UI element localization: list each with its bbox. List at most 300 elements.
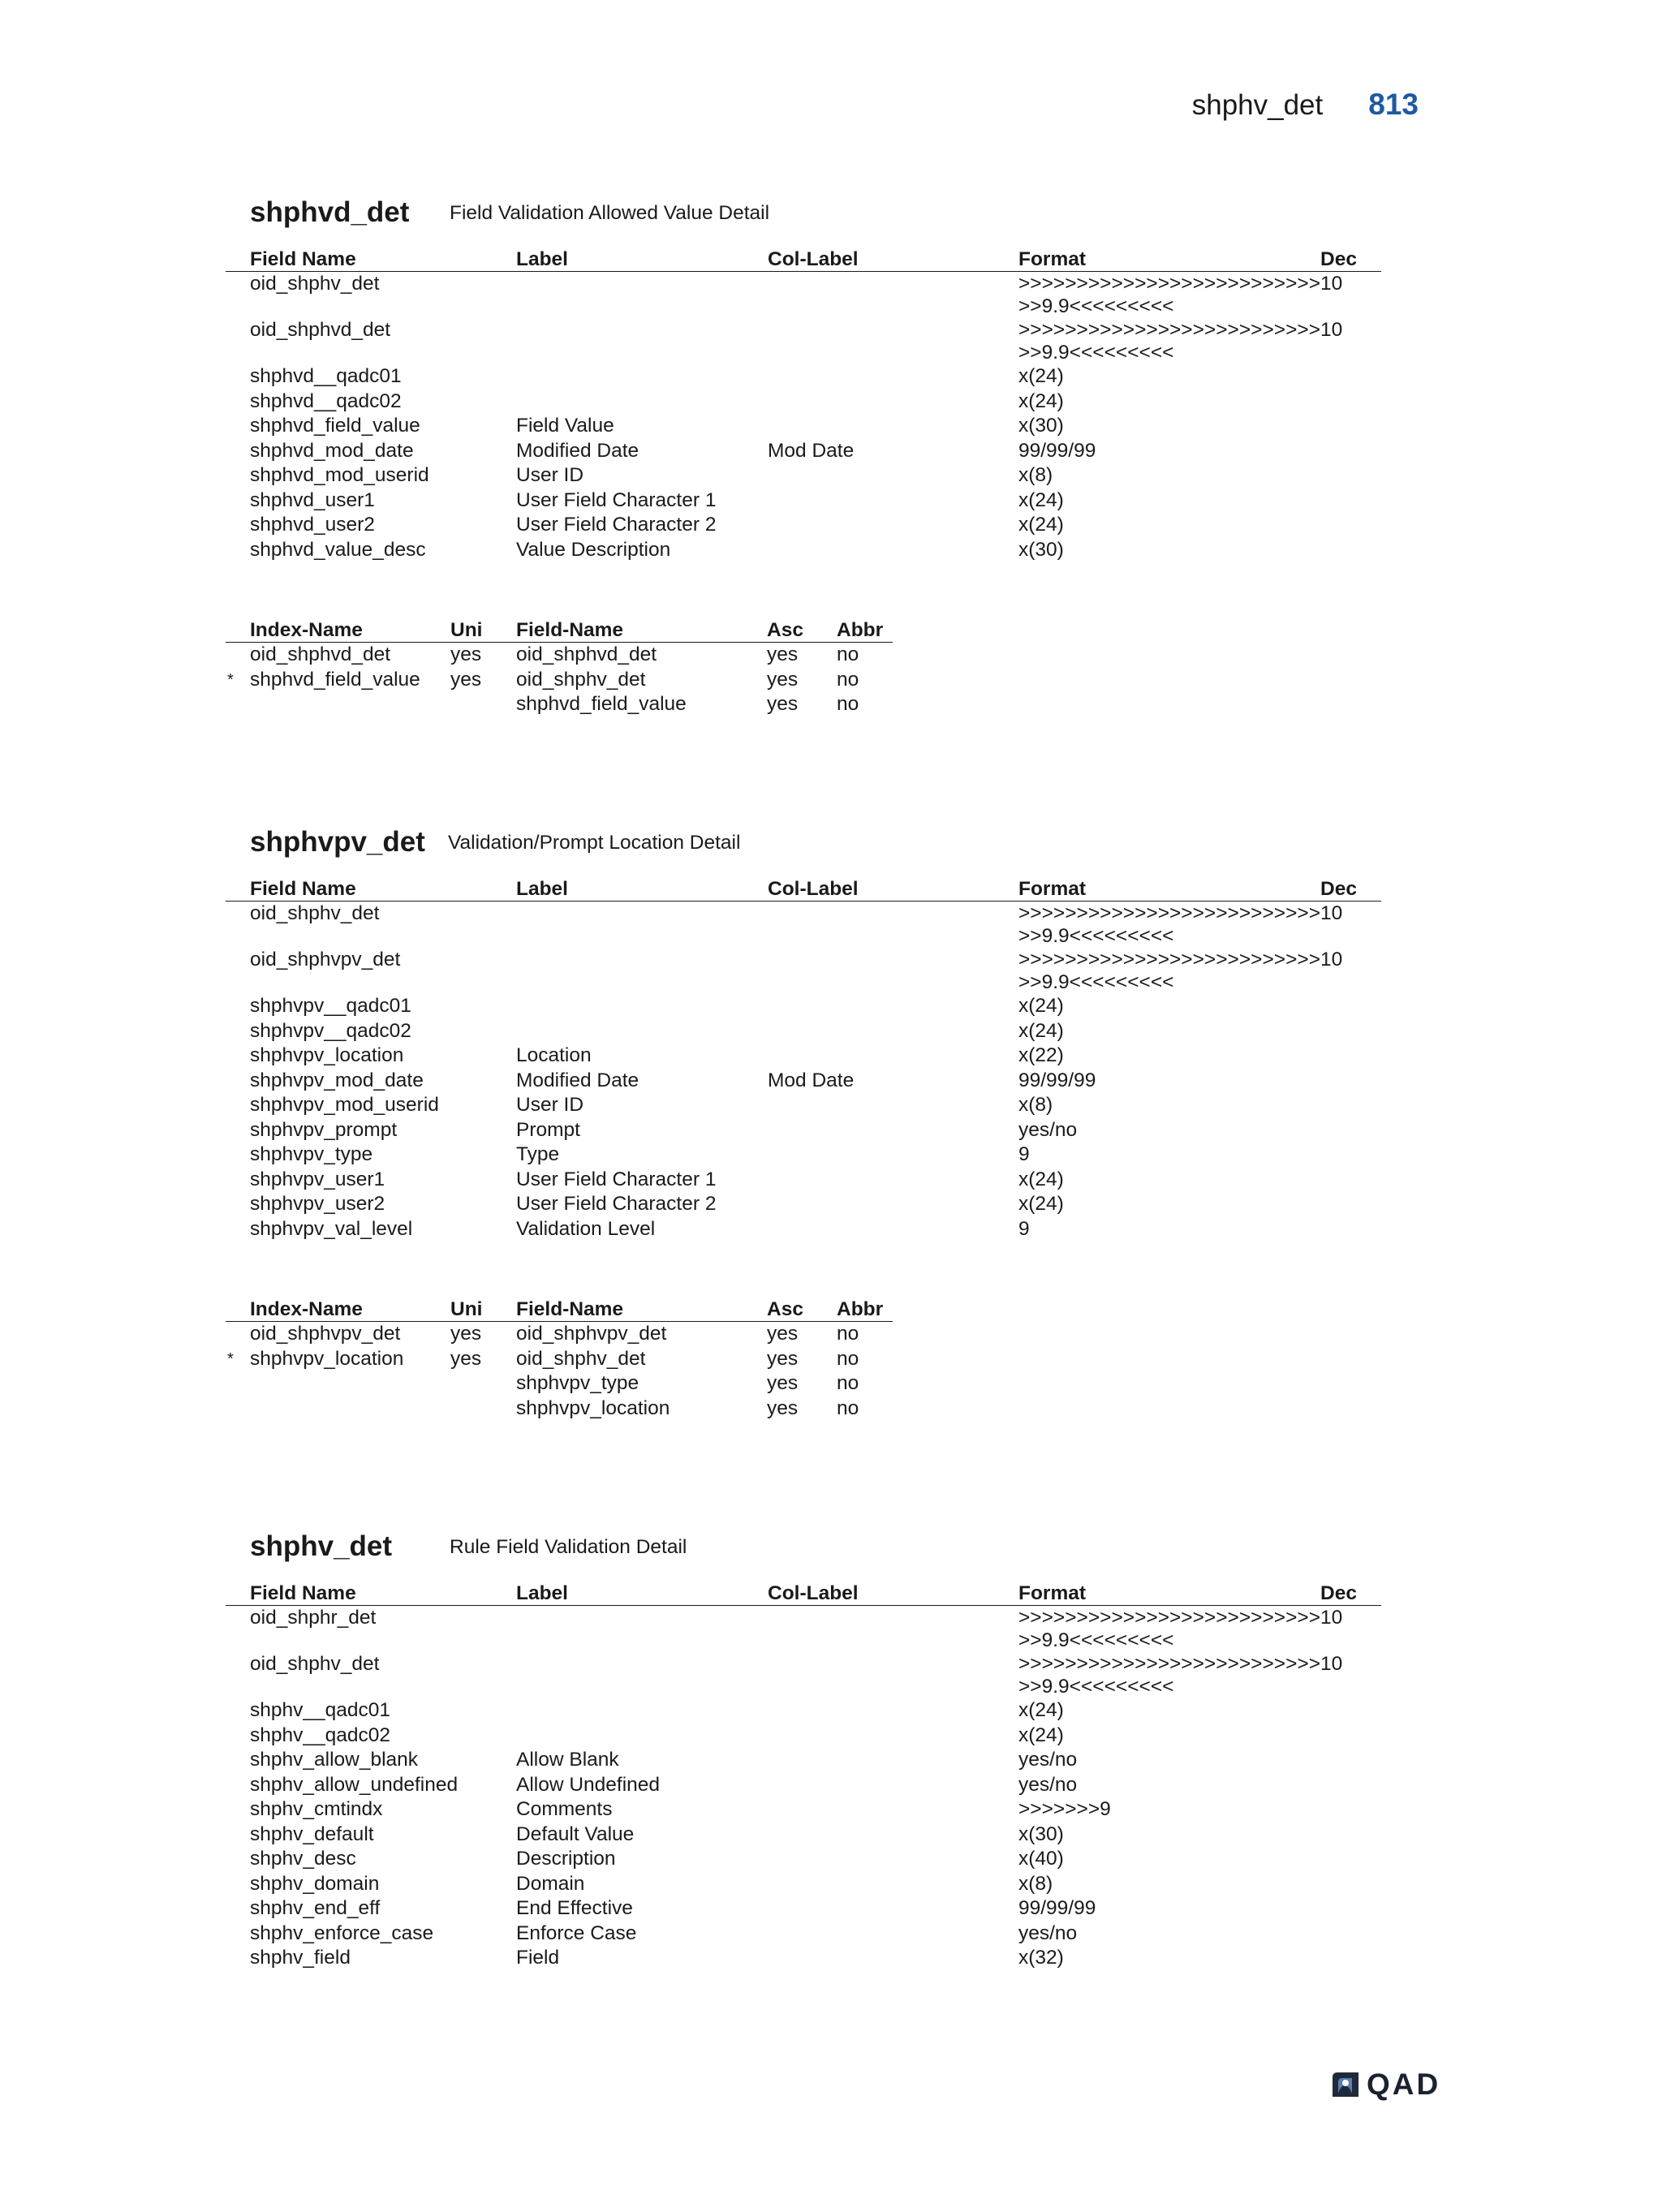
label-cell: Type: [516, 1143, 560, 1165]
row-spacer: [226, 1044, 250, 1069]
table-row: [226, 1946, 1381, 1971]
asc-cell: yes: [767, 643, 799, 665]
index-name-cell: [250, 1396, 450, 1422]
label-cell: Validation Level: [516, 1217, 656, 1240]
index-field-name-header: Field-Name: [516, 616, 767, 643]
table-name: shphvpv_det: [250, 826, 425, 858]
field-name-cell: shphvpv_location: [250, 1044, 404, 1066]
label-cell: Enforce Case: [516, 1922, 637, 1944]
row-spacer: [226, 902, 250, 949]
index-field-name-header: Field-Name: [516, 1295, 767, 1322]
header-spacer: [226, 1579, 250, 1606]
col-label-cell: [768, 272, 1018, 319]
label-cell: User ID: [516, 464, 584, 486]
col-label-cell: [768, 1044, 1018, 1069]
index-name-cell: oid_shphvpv_det: [250, 1323, 401, 1345]
abbr-cell: no: [837, 1396, 859, 1419]
index-name-header: Index-Name: [250, 616, 450, 643]
col-label-cell: [768, 1946, 1018, 1971]
format-cell: x(24): [1018, 1724, 1064, 1746]
format-cell: x(24): [1018, 365, 1064, 387]
col-label-cell: [768, 948, 1018, 994]
uni-header: Uni: [450, 616, 516, 643]
index-row: [226, 692, 893, 717]
dec-cell: [1320, 994, 1381, 1019]
table-description: Validation/Prompt Location Detail: [448, 832, 741, 854]
label-cell: Modified Date: [516, 1069, 639, 1091]
label-cell: Field: [516, 1947, 560, 1969]
dec-header: Dec: [1320, 875, 1381, 902]
format-cell: x(24): [1018, 995, 1064, 1017]
format-cell: >>>>>>>>>>>>>>>>>>>>>>>>>>>>9.9<<<<<<<<<: [1018, 949, 1320, 993]
row-spacer: [226, 364, 250, 389]
dec-cell: [1320, 1724, 1381, 1749]
col-label-cell: [768, 1823, 1018, 1848]
format-cell: x(8): [1018, 1094, 1053, 1116]
label-cell: Allow Blank: [516, 1749, 619, 1771]
dec-cell: 10: [1320, 1653, 1343, 1675]
format-cell: x(24): [1018, 1019, 1064, 1042]
col-label-cell: [768, 1019, 1018, 1044]
label-cell: [516, 1606, 768, 1653]
row-spacer: [226, 1872, 250, 1897]
format-cell: 9: [1018, 1217, 1030, 1240]
table-row: [226, 1093, 1381, 1118]
table-row: [226, 1896, 1381, 1922]
col-label-cell: [768, 463, 1018, 488]
dec-cell: [1320, 1217, 1381, 1242]
col-label-cell: [768, 1847, 1018, 1872]
col-label-cell: [768, 1652, 1018, 1698]
dec-cell: [1320, 1922, 1381, 1947]
row-spacer: [226, 414, 250, 439]
uni-cell: yes: [450, 1323, 482, 1345]
col-label-cell: [768, 1724, 1018, 1749]
table-row: [226, 389, 1381, 415]
col-label-cell: [768, 902, 1018, 949]
label-cell: Comments: [516, 1798, 613, 1820]
format-cell: yes/no: [1018, 1773, 1078, 1796]
header-spacer: [226, 1295, 250, 1322]
table-row: [226, 1192, 1381, 1217]
index-field-cell: shphvpv_location: [516, 1396, 670, 1419]
field-name-cell: shphvpv_mod_userid: [250, 1094, 439, 1116]
dec-cell: [1320, 1143, 1381, 1168]
format-cell: >>>>>>>>>>>>>>>>>>>>>>>>>>>>9.9<<<<<<<<<: [1018, 273, 1320, 317]
format-cell: >>>>>>>>>>>>>>>>>>>>>>>>>>>>9.9<<<<<<<<<: [1018, 902, 1320, 947]
label-cell: User Field Character 2: [516, 1193, 717, 1215]
label-cell: [516, 318, 768, 364]
label-cell: [516, 1724, 768, 1749]
field-name-cell: shphv_allow_undefined: [250, 1773, 459, 1796]
dec-cell: [1320, 1168, 1381, 1193]
col-label-cell: [768, 1773, 1018, 1798]
field-name-cell: shphvpv_mod_date: [250, 1069, 424, 1091]
asc-cell: yes: [767, 1372, 799, 1394]
dec-cell: [1320, 1797, 1381, 1823]
col-label-cell: [768, 1698, 1018, 1724]
field-header-row: [226, 245, 1381, 272]
header-spacer: [226, 875, 250, 902]
index-name-cell: oid_shphvd_det: [250, 643, 391, 665]
format-cell: x(24): [1018, 1168, 1064, 1190]
dec-cell: [1320, 414, 1381, 439]
dec-cell: [1320, 1823, 1381, 1848]
table-row: [226, 414, 1381, 439]
row-spacer: [226, 1797, 250, 1823]
format-cell: x(8): [1018, 464, 1053, 486]
table-row: [226, 1652, 1381, 1698]
label-cell: [516, 389, 768, 415]
index-row: [226, 1396, 893, 1422]
table-section: [226, 818, 1381, 1421]
field-name-cell: shphvpv__qadc01: [250, 995, 411, 1017]
field-name-cell: oid_shphvpv_det: [250, 949, 401, 970]
col-label-cell: [768, 1896, 1018, 1922]
label-cell: [516, 948, 768, 994]
index-name-cell: shphvpv_location: [250, 1347, 404, 1370]
field-name-cell: shphv_field: [250, 1947, 351, 1969]
label-header: Label: [516, 1579, 768, 1606]
dec-cell: [1320, 538, 1381, 563]
field-name-cell: shphv__qadc01: [250, 1699, 391, 1721]
label-cell: Modified Date: [516, 439, 639, 462]
row-spacer: [226, 1823, 250, 1848]
field-name-cell: shphvpv_type: [250, 1143, 373, 1165]
dec-cell: [1320, 1019, 1381, 1044]
row-spacer: [226, 948, 250, 994]
table-row: [226, 1922, 1381, 1947]
dec-cell: [1320, 389, 1381, 415]
col-label-cell: [768, 1217, 1018, 1242]
table-heading: [226, 1522, 1381, 1563]
label-cell: [516, 364, 768, 389]
qad-logo-text: QAD: [1367, 2068, 1441, 2101]
primary-index-marker: [226, 1322, 250, 1347]
dec-cell: 10: [1320, 1607, 1343, 1629]
dec-cell: [1320, 439, 1381, 464]
format-cell: x(30): [1018, 1823, 1064, 1845]
table-row: [226, 1118, 1381, 1143]
uni-cell: [450, 1371, 516, 1396]
label-cell: Allow Undefined: [516, 1773, 661, 1796]
index-header-row: [226, 1295, 893, 1322]
format-cell: >>>>>>>>>>>>>>>>>>>>>>>>>>>>9.9<<<<<<<<<: [1018, 1653, 1320, 1698]
table-name: shphv_det: [250, 1530, 393, 1562]
format-cell: x(32): [1018, 1947, 1064, 1969]
field-name-cell: shphvpv_prompt: [250, 1118, 398, 1141]
index-name-header: Index-Name: [250, 1295, 450, 1322]
col-label-cell: [768, 488, 1018, 514]
table-row: [226, 1019, 1381, 1044]
asc-cell: yes: [767, 668, 799, 691]
row-spacer: [226, 318, 250, 364]
table-row: [226, 1773, 1381, 1798]
dec-header: Dec: [1320, 1579, 1381, 1606]
dec-cell: 10: [1320, 319, 1343, 341]
row-spacer: [226, 538, 250, 563]
asc-cell: yes: [767, 1323, 799, 1345]
abbr-header: Abbr: [837, 1295, 893, 1322]
field-name-header: Field Name: [250, 245, 516, 272]
format-cell: x(40): [1018, 1848, 1064, 1870]
col-label-cell: [768, 1168, 1018, 1193]
table-heading: [226, 818, 1381, 859]
index-row: [226, 643, 893, 668]
format-cell: >>>>>>>>>>>>>>>>>>>>>>>>>>>>9.9<<<<<<<<<: [1018, 1607, 1320, 1651]
uni-cell: yes: [450, 668, 482, 691]
dec-cell: [1320, 364, 1381, 389]
dec-cell: [1320, 1847, 1381, 1872]
index-table: [226, 1295, 893, 1421]
table-row: [226, 1724, 1381, 1749]
label-header: Label: [516, 245, 768, 272]
format-cell: 99/99/99: [1018, 1897, 1096, 1919]
index-name-cell: shphvd_field_value: [250, 668, 420, 691]
col-label-header: Col-Label: [768, 875, 1018, 902]
abbr-cell: no: [837, 1372, 859, 1394]
field-name-cell: shphvd_field_value: [250, 415, 420, 437]
field-name-cell: shphvd_value_desc: [250, 538, 426, 561]
label-cell: [516, 272, 768, 319]
format-header: Format: [1018, 245, 1320, 272]
dec-cell: [1320, 1773, 1381, 1798]
index-row: [226, 1371, 893, 1396]
format-cell: >>>>>>>>>>>>>>>>>>>>>>>>>>>>9.9<<<<<<<<<: [1018, 319, 1320, 364]
table-description: Field Validation Allowed Value Detail: [450, 202, 770, 224]
label-cell: Domain: [516, 1872, 585, 1895]
row-spacer: [226, 1192, 250, 1217]
table-name: shphvd_det: [250, 196, 410, 228]
abbr-header: Abbr: [837, 616, 893, 643]
field-name-cell: shphvd_mod_userid: [250, 464, 429, 486]
dec-cell: 10: [1320, 902, 1343, 924]
row-spacer: [226, 1847, 250, 1872]
col-label-cell: [768, 389, 1018, 415]
row-spacer: [226, 488, 250, 514]
page-header: [1192, 88, 1419, 122]
row-spacer: [226, 994, 250, 1019]
label-cell: User Field Character 1: [516, 1168, 717, 1190]
table-row: [226, 318, 1381, 364]
header-spacer: [226, 245, 250, 272]
table-row: [226, 1044, 1381, 1069]
table-row: [226, 1748, 1381, 1773]
col-label-header: Col-Label: [768, 1579, 1018, 1606]
row-spacer: [226, 1118, 250, 1143]
format-cell: x(24): [1018, 488, 1064, 511]
row-spacer: [226, 1773, 250, 1798]
primary-index-marker: *: [227, 1349, 234, 1368]
label-cell: Value Description: [516, 538, 671, 561]
table-row: [226, 1069, 1381, 1094]
field-name-cell: oid_shphv_det: [250, 273, 380, 295]
col-label-header: Col-Label: [768, 245, 1018, 272]
abbr-cell: no: [837, 668, 859, 691]
field-name-cell: shphvd_mod_date: [250, 439, 414, 462]
dec-cell: [1320, 1896, 1381, 1922]
format-cell: >>>>>>>9: [1018, 1798, 1111, 1820]
primary-index-marker: [226, 1371, 250, 1396]
field-name-cell: shphv_allow_blank: [250, 1749, 419, 1771]
field-name-cell: shphv_desc: [250, 1848, 356, 1870]
dec-cell: [1320, 1044, 1381, 1069]
row-spacer: [226, 389, 250, 415]
label-header: Label: [516, 875, 768, 902]
row-spacer: [226, 1922, 250, 1947]
row-spacer: [226, 1724, 250, 1749]
table-row: [226, 902, 1381, 949]
index-field-cell: shphvpv_type: [516, 1372, 639, 1394]
asc-cell: yes: [767, 693, 799, 715]
field-name-cell: shphv_enforce_case: [250, 1922, 434, 1944]
table-row: [226, 1606, 1381, 1653]
label-cell: User Field Character 1: [516, 488, 717, 511]
index-field-cell: oid_shphv_det: [516, 668, 646, 691]
primary-index-marker: *: [227, 670, 234, 689]
label-cell: End Effective: [516, 1897, 633, 1919]
index-field-cell: shphvd_field_value: [516, 693, 687, 715]
asc-cell: yes: [767, 1396, 799, 1419]
field-name-header: Field Name: [250, 875, 516, 902]
col-label-cell: [768, 1143, 1018, 1168]
field-name-cell: shphvd__qadc01: [250, 365, 402, 387]
field-name-cell: oid_shphvd_det: [250, 319, 391, 341]
format-cell: x(30): [1018, 415, 1064, 437]
label-cell: Location: [516, 1044, 592, 1066]
format-header: Format: [1018, 1579, 1320, 1606]
field-name-cell: shphv_cmtindx: [250, 1798, 383, 1820]
col-label-cell: [768, 1192, 1018, 1217]
col-label-cell: [768, 318, 1018, 364]
index-name-cell: [250, 692, 450, 717]
format-cell: yes/no: [1018, 1922, 1078, 1944]
dec-cell: [1320, 1946, 1381, 1971]
field-name-cell: shphv__qadc02: [250, 1724, 391, 1746]
field-name-cell: oid_shphv_det: [250, 902, 380, 924]
field-name-cell: shphvpv_user2: [250, 1193, 385, 1215]
table-row: [226, 488, 1381, 514]
row-spacer: [226, 1748, 250, 1773]
qad-logo: [1329, 2068, 1440, 2102]
field-name-cell: shphvpv_user1: [250, 1168, 385, 1190]
field-header-row: [226, 1579, 1381, 1606]
format-cell: 99/99/99: [1018, 439, 1096, 462]
row-spacer: [226, 1698, 250, 1724]
field-name-cell: shphvpv__qadc02: [250, 1019, 411, 1042]
table-description: Rule Field Validation Detail: [450, 1536, 687, 1558]
format-cell: x(22): [1018, 1044, 1064, 1066]
field-name-cell: shphvd__qadc02: [250, 389, 402, 412]
label-cell: [516, 994, 768, 1019]
field-name-cell: oid_shphv_det: [250, 1653, 380, 1675]
index-field-cell: oid_shphvpv_det: [516, 1323, 667, 1345]
table-section: [226, 188, 1381, 717]
uni-cell: [450, 692, 516, 717]
abbr-cell: no: [837, 643, 859, 665]
asc-header: Asc: [767, 616, 837, 643]
col-label-cell: [768, 1922, 1018, 1947]
col-label-cell: Mod Date: [768, 1069, 855, 1091]
dec-cell: [1320, 1069, 1381, 1094]
row-spacer: [226, 1946, 250, 1971]
row-spacer: [226, 272, 250, 319]
label-cell: [516, 902, 768, 949]
col-label-cell: Mod Date: [768, 439, 855, 462]
format-cell: x(8): [1018, 1872, 1053, 1895]
field-table: [226, 245, 1381, 562]
table-row: [226, 948, 1381, 994]
abbr-cell: no: [837, 693, 859, 715]
primary-index-marker: [226, 692, 250, 717]
format-cell: x(24): [1018, 1193, 1064, 1215]
label-cell: Default Value: [516, 1823, 635, 1845]
row-spacer: [226, 1093, 250, 1118]
row-spacer: [226, 1606, 250, 1653]
asc-cell: yes: [767, 1347, 799, 1370]
label-cell: [516, 1019, 768, 1044]
dec-cell: [1320, 1093, 1381, 1118]
index-row: [226, 668, 893, 693]
field-name-header: Field Name: [250, 1579, 516, 1606]
row-spacer: [226, 513, 250, 538]
asc-header: Asc: [767, 1295, 837, 1322]
field-name-cell: shphvd_user1: [250, 488, 375, 511]
dec-cell: 10: [1320, 949, 1343, 970]
format-cell: yes/no: [1018, 1749, 1078, 1771]
page-number: 813: [1368, 88, 1419, 121]
index-row: [226, 1347, 893, 1372]
table-row: [226, 439, 1381, 464]
field-name-cell: shphvd_user2: [250, 514, 375, 536]
abbr-cell: no: [837, 1347, 859, 1370]
table-heading: [226, 188, 1381, 229]
table-row: [226, 364, 1381, 389]
field-table: [226, 875, 1381, 1242]
dec-cell: [1320, 488, 1381, 514]
row-spacer: [226, 439, 250, 464]
index-header-row: [226, 616, 893, 643]
abbr-cell: no: [837, 1323, 859, 1345]
col-label-cell: [768, 1797, 1018, 1823]
row-spacer: [226, 463, 250, 488]
format-cell: 99/99/99: [1018, 1069, 1096, 1091]
header-spacer: [226, 616, 250, 643]
qad-logo-icon: [1329, 2071, 1362, 2098]
label-cell: User Field Character 2: [516, 514, 717, 536]
format-cell: x(24): [1018, 1699, 1064, 1721]
col-label-cell: [768, 538, 1018, 563]
row-spacer: [226, 1652, 250, 1698]
format-header: Format: [1018, 875, 1320, 902]
index-field-cell: oid_shphv_det: [516, 1347, 646, 1370]
table-row: [226, 1823, 1381, 1848]
col-label-cell: [768, 414, 1018, 439]
label-cell: [516, 1652, 768, 1698]
col-label-cell: [768, 1093, 1018, 1118]
index-name-cell: [250, 1371, 450, 1396]
primary-index-marker: [226, 1396, 250, 1422]
table-section: [226, 1522, 1381, 1971]
table-row: [226, 1143, 1381, 1168]
row-spacer: [226, 1069, 250, 1094]
col-label-cell: [768, 1606, 1018, 1653]
uni-cell: yes: [450, 1347, 482, 1370]
field-name-cell: shphvpv_val_level: [250, 1217, 413, 1240]
table-row: [226, 1872, 1381, 1897]
uni-cell: yes: [450, 643, 482, 665]
index-field-cell: oid_shphvd_det: [516, 643, 657, 665]
